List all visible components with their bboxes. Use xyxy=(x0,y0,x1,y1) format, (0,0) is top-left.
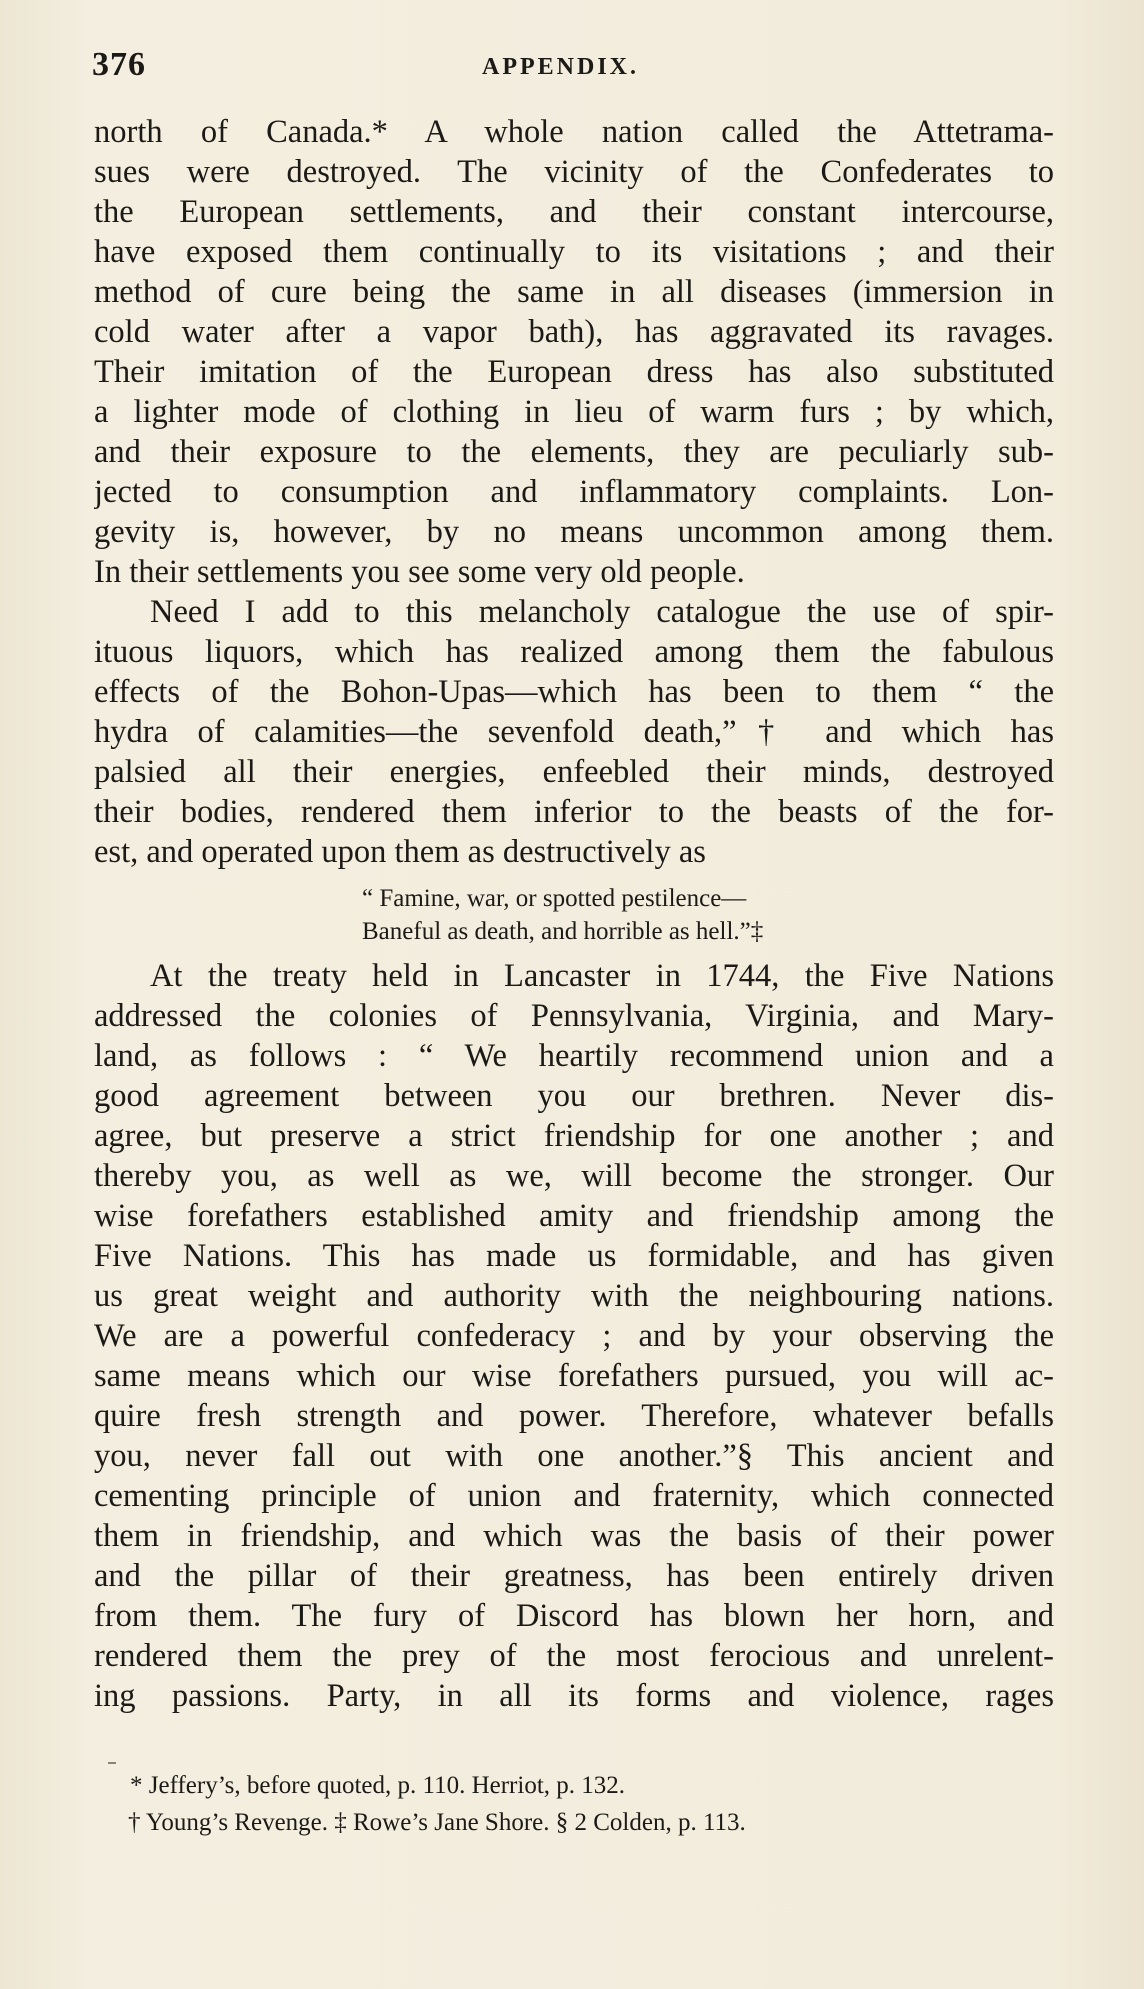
text-line: method of cure being the same in all diseases (immersion in xyxy=(94,274,1054,310)
text-line: agree, but preserve a strict friendship for one another ; and xyxy=(94,1118,1054,1154)
text-line: and their exposure to the elements, they are peculiarly sub- xyxy=(94,434,1054,470)
text-line: a lighter mode of clothing in lieu of warm furs ; by which, xyxy=(94,394,1054,430)
body-text xyxy=(94,112,1054,1716)
running-head: APPENDIX. xyxy=(482,54,639,80)
text-line: land, as follows : “ We heartily recommend union and a xyxy=(94,1038,1054,1074)
text-line: Need I add to this melancholy catalogue the use of spir- xyxy=(150,594,1054,630)
text-line: hydra of calamities—the sevenfold death,”† and which has xyxy=(94,714,1054,750)
text-line: their bodies, rendered them inferior to the beasts of the for- xyxy=(94,794,1054,830)
paragraph-3 xyxy=(94,956,1054,1716)
page-number: 376 xyxy=(92,46,146,83)
text-line: palsied all their energies, enfeebled their minds, destroyed xyxy=(94,754,1054,790)
paragraph-1 xyxy=(94,112,1054,592)
text-line: north of Canada.* A whole nation called the Attetrama- xyxy=(94,114,1054,150)
text-line: us great weight and authority with the neighbouring nations. xyxy=(94,1278,1054,1314)
text-line: same means which our wise forefathers pursued, you will ac- xyxy=(94,1358,1054,1394)
text-line: you, never fall out with one another.”§ This ancient and xyxy=(94,1438,1054,1474)
text-line: cementing principle of union and fraternity, which connected xyxy=(94,1478,1054,1514)
text-line: At the treaty held in Lancaster in 1744, the Five Nations xyxy=(150,958,1054,994)
footnote-line: * Jeffery’s, before quoted, p. 110. Herriot, p. 132. xyxy=(130,1772,626,1799)
text-line: from them. The fury of Discord has blown her horn, and xyxy=(94,1598,1054,1634)
text-line: quire fresh strength and power. Therefore, whatever befalls xyxy=(94,1398,1054,1434)
text-line: good agreement between you our brethren. Never dis- xyxy=(94,1078,1054,1114)
text-line: Their imitation of the European dress has also substituted xyxy=(94,354,1054,390)
text-line: ing passions. Party, in all its forms and violence, rages xyxy=(94,1678,1054,1714)
text-line: rendered them the prey of the most ferocious and unrelent- xyxy=(94,1638,1054,1674)
text-line: sues were destroyed. The vicinity of the Confederates to xyxy=(94,154,1054,190)
footnotes xyxy=(130,1767,1050,1841)
text-line: them in friendship, and which was the basis of their power xyxy=(94,1518,1054,1554)
text-line: thereby you, as well as we, will become the stronger. Our xyxy=(94,1158,1054,1194)
text-line: In their settlements you see some very old people. xyxy=(94,554,745,590)
text-line: wise forefathers established amity and friendship among the xyxy=(94,1198,1054,1234)
footnote-line: † Young’s Revenge. ‡ Rowe’s Jane Shore. § 2 Colden, p. 113. xyxy=(128,1809,746,1836)
text-line: have exposed them continually to its visitations ; and their xyxy=(94,234,1054,270)
text-line: gevity is, however, by no means uncommon among them. xyxy=(94,514,1054,550)
quote-line: “ Famine, war, or spotted pestilence— xyxy=(362,885,747,912)
quote-line: Baneful as death, and horrible as hell.”‡ xyxy=(362,918,764,945)
text-line: Five Nations. This has made us formidable, and has given xyxy=(94,1238,1054,1274)
text-line: We are a powerful confederacy ; and by your observing the xyxy=(94,1318,1054,1354)
text-line: effects of the Bohon-Upas—which has been to them “ the xyxy=(94,674,1054,710)
verse-quote xyxy=(94,882,1054,948)
text-line: and the pillar of their greatness, has been entirely driven xyxy=(94,1558,1054,1594)
text-line: ituous liquors, which has realized among them the fabulous xyxy=(94,634,1054,670)
text-line: addressed the colonies of Pennsylvania, Virginia, and Mary- xyxy=(94,998,1054,1034)
paragraph-2 xyxy=(94,592,1054,872)
footnote-separator xyxy=(108,1762,116,1764)
text-line: cold water after a vapor bath), has aggravated its ravages. xyxy=(94,314,1054,350)
page-header xyxy=(92,46,1072,92)
text-line: est, and operated upon them as destructively as xyxy=(94,834,706,870)
text-line: jected to consumption and inflammatory complaints. Lon- xyxy=(94,474,1054,510)
text-line: the European settlements, and their constant intercourse, xyxy=(94,194,1054,230)
